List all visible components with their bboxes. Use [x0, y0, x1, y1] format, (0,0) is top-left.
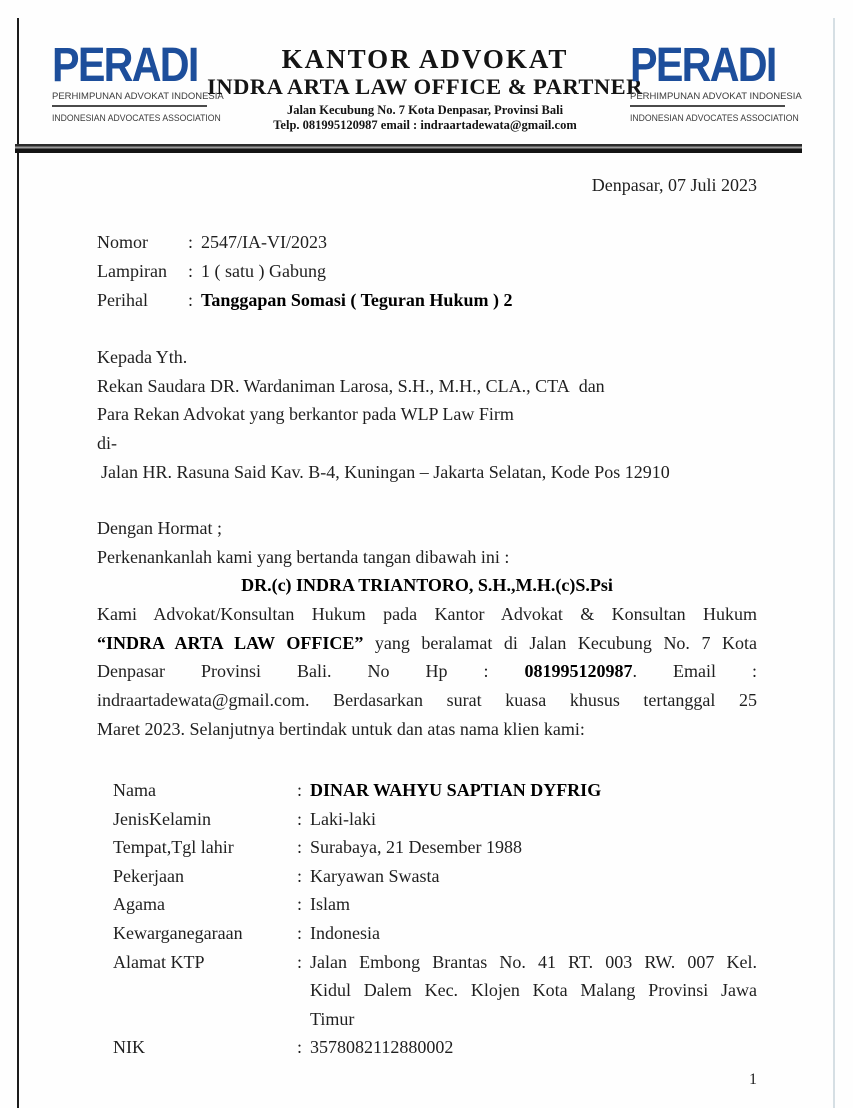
peradi-caption-en: INDONESIAN ADVOCATES ASSOCIATION: [52, 113, 221, 124]
client-value: Surabaya, 21 Desember 1988: [310, 837, 522, 858]
logo-divider: [52, 105, 207, 107]
logo-divider: [630, 105, 785, 107]
client-data-table: [97, 776, 757, 1062]
meta-row-lampiran: [97, 257, 757, 286]
client-row-agama: [97, 890, 757, 919]
office-contact: Telp. 081995120987 email : indraartadewata@gmail.com: [273, 118, 577, 132]
paragraph-text: Maret 2023. Selanjutnya bertindak untuk dan atas nama klien kami:: [97, 718, 585, 739]
client-separator: :: [297, 951, 303, 972]
client-label: Nama: [113, 780, 156, 800]
meta-block: [97, 228, 757, 315]
address-line: Timur: [310, 1008, 355, 1029]
client-separator: :: [297, 1037, 303, 1058]
paragraph-text: indraartadewata@gmail.com. Berdasarkan surat kuasa khusus tertanggal 25: [97, 690, 757, 711]
office-address: Jalan Kecubung No. 7 Kota Denpasar, Provinsi Bali: [286, 103, 564, 117]
office-name: INDRA ARTA LAW OFFICE & PARTNER: [207, 74, 643, 99]
client-label: NIK: [113, 1037, 145, 1058]
peradi-caption-en: INDONESIAN ADVOCATES ASSOCIATION: [630, 113, 799, 124]
meta-separator: :: [188, 232, 194, 252]
recipient-line: Jalan HR. Rasuna Said Kav. B-4, Kuningan – Jakarta Selatan, Kode Pos 12910: [101, 461, 670, 482]
client-label: Alamat KTP: [113, 951, 205, 972]
client-separator: :: [297, 780, 303, 800]
page-number: 1: [749, 1071, 757, 1088]
peradi-caption-id: PERHIMPUNAN ADVOKAT INDONESIA: [52, 91, 224, 102]
phone-number-inline: 081995120987: [524, 661, 633, 682]
address-line: Kidul Dalem Kec. Klojen Kota Malang Provinsi Jawa: [310, 980, 757, 1001]
address-line: Jalan Embong Brantas No. 41 RT. 003 RW. 007 Kel.: [310, 951, 757, 972]
letterhead-center: [205, 44, 645, 133]
client-value: Laki-laki: [310, 808, 376, 829]
paragraph-line: [97, 600, 757, 629]
paragraph-text: Denpasar Provinsi Bali. No Hp :: [97, 661, 525, 682]
client-row-kewarganegaraan: [97, 919, 757, 948]
client-label: Tempat,Tgl lahir: [113, 837, 234, 858]
client-name-value: DINAR WAHYU SAPTIAN DYFRIG: [310, 780, 602, 800]
letterhead-rule: [15, 144, 802, 153]
paragraph-line: [97, 629, 757, 658]
meta-row-nomor: [97, 228, 757, 257]
meta-value-subject: Tanggapan Somasi ( Teguran Hukum ) 2: [201, 290, 513, 310]
client-row-nama: [97, 776, 757, 805]
client-separator: :: [297, 865, 303, 886]
client-nik-value: 3578082112880002: [310, 1037, 454, 1058]
client-row-pekerjaan: [97, 862, 757, 891]
recipient-line: Rekan Saudara DR. Wardaniman Larosa, S.H., M.H., CLA., CTA dan: [97, 375, 605, 396]
recipient-line: di-: [97, 433, 117, 454]
office-type: KANTOR ADVOKAT: [281, 44, 569, 74]
paragraph-text: . Email :: [632, 661, 757, 682]
client-separator: :: [297, 837, 303, 858]
recipient-block: [97, 343, 765, 486]
meta-separator: :: [188, 290, 194, 310]
paragraph-line: [97, 657, 757, 686]
recipient-line: Kepada Yth.: [97, 347, 188, 367]
client-row-alamat-ktp: [97, 948, 757, 1034]
client-address-value: [310, 948, 757, 1034]
client-label: JenisKelamin: [113, 808, 211, 829]
peradi-caption-id: PERHIMPUNAN ADVOKAT INDONESIA: [630, 91, 802, 102]
meta-row-perihal: [97, 286, 757, 315]
paragraph-line: [97, 715, 757, 744]
client-value: Karyawan Swasta: [310, 865, 440, 886]
left-page-border: [17, 18, 19, 1108]
office-name-inline: “INDRA ARTA LAW OFFICE”: [97, 632, 364, 653]
right-page-border: [833, 18, 835, 1108]
client-row-nik: [97, 1033, 757, 1062]
paragraph-line: [97, 686, 757, 715]
paragraph-text: Kami Advokat/Konsultan Hukum pada Kantor Advokat & Konsultan Hukum: [97, 604, 757, 625]
meta-value: 2547/IA-VI/2023: [201, 232, 327, 252]
meta-label: Nomor: [97, 232, 148, 252]
client-separator: :: [297, 922, 303, 943]
client-row-tempat-tgl-lahir: [97, 833, 757, 862]
advocate-name: DR.(c) INDRA TRIANTORO, S.H.,M.H.(c)S.Psi: [241, 575, 613, 596]
meta-separator: :: [188, 261, 194, 281]
paragraph-text: yang beralamat di Jalan Kecubung No. 7 Kota: [363, 632, 757, 653]
peradi-logo-right: [630, 39, 802, 126]
client-value: Indonesia: [310, 922, 380, 943]
body-paragraph: [97, 514, 757, 744]
client-separator: :: [297, 808, 303, 829]
client-label: Agama: [113, 894, 165, 915]
client-separator: :: [297, 894, 303, 915]
client-row-jenis-kelamin: [97, 805, 757, 834]
date-line: Denpasar, 07 Juli 2023: [591, 175, 757, 195]
meta-label: Lampiran: [97, 261, 167, 281]
client-value: Islam: [310, 894, 350, 915]
recipient-line: Para Rekan Advokat yang berkantor pada WLP Law Firm: [97, 404, 514, 425]
client-label: Kewarganegaraan: [113, 922, 243, 943]
peradi-wordmark: PERADI: [630, 39, 776, 92]
salutation: Dengan Hormat ;: [97, 518, 222, 538]
meta-value: 1 ( satu ) Gabung: [201, 261, 326, 281]
peradi-logo-left: [52, 39, 224, 126]
meta-label: Perihal: [97, 290, 148, 310]
peradi-wordmark: PERADI: [52, 39, 198, 92]
client-label: Pekerjaan: [113, 865, 184, 886]
intro-line: Perkenankanlah kami yang bertanda tangan dibawah ini :: [97, 546, 510, 567]
